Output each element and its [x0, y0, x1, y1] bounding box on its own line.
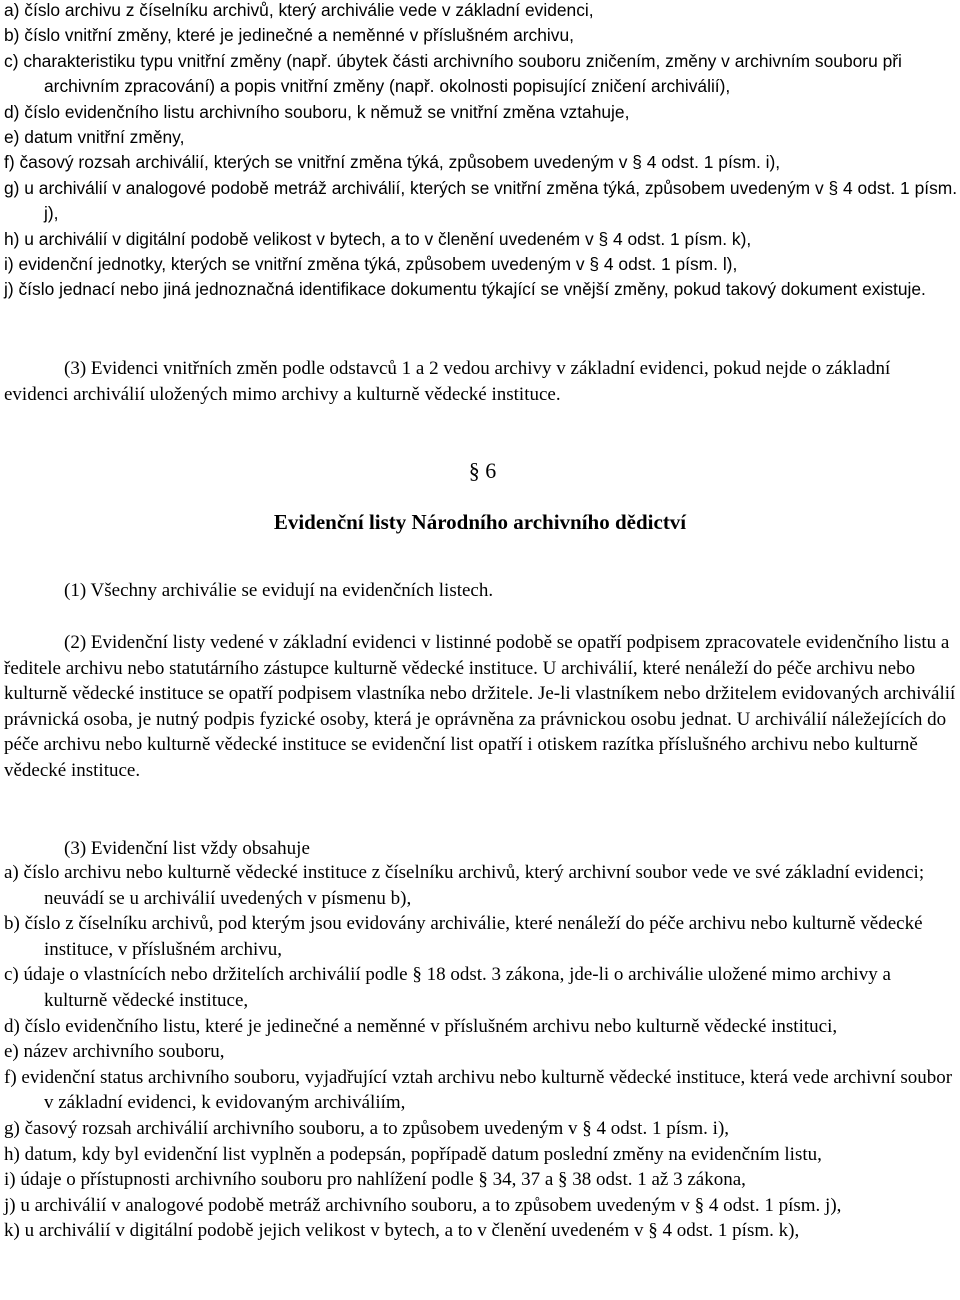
list-item: g) časový rozsah archiválií archivního souboru, a to způsobem uvedeným v § 4 odst. 1 písm. i), [4, 1117, 730, 1139]
list-item: e) datum vnitřní změny, [4, 127, 185, 148]
list-item: h) datum, kdy byl evidenční list vyplněn a podepsán, popřípadě datum poslední změny na evidenčním listu, [4, 1143, 822, 1165]
list-item: d) číslo evidenčního listu, které je jedinečné a neměnné v příslušném archivu nebo kulturně vědecké instituci, [4, 1015, 838, 1037]
section-paragraph-1: (1) Všechny archiválie se evidují na evidenčních listech. [64, 580, 494, 601]
paragraph-3: (3) Evidenci vnitřních změn podle odstavců 1 a 2 vedou archivy v základní evidenci, pokud nejde o základní evidenci archiválií uložených mimo archivy a kulturně vědecké instituce. [4, 358, 891, 405]
list-item: k) u archiválií v digitální podobě jejich velikost v bytech, a to v členění uvedeném v § 4 odst. 1 písm. k), [4, 1220, 800, 1242]
list-item: g) u archiválií v analogové podobě metráž archiválií, kterých se vnitřní změna týká, způsobem uvedeným v § 4 odst. 1 písm. j), [4, 177, 958, 224]
list-item: j) číslo jednací nebo jiná jednoznačná identifikace dokumentu týkající se vnější změny, pokud takový dokument existuje. [4, 279, 926, 300]
list-item: a) číslo archivu nebo kulturně vědecké instituce z číselníku archivů, který archivní soubor vede ve své základní evidenci; neuvádí se u archiválií uvedených v písmenu b), [4, 862, 925, 909]
list-item: j) u archiválií v analogové podobě metráž archivního souboru, a to způsobem uvedeným v § 4 odst. 1 písm. j), [4, 1194, 842, 1216]
list-item: f) časový rozsah archiválií, kterých se vnitřní změna týká, způsobem uvedeným v § 4 odst. 1 písm. i), [4, 152, 781, 173]
list-item: h) u archiválií v digitální podobě velikost v bytech, a to v členění uvedeném v § 4 odst. 1 písm. k), [4, 228, 752, 249]
list-item: b) číslo z číselníku archivů, pod kterým jsou evidovány archiválie, které nenáleží do péče archivu nebo kulturně vědecké instituce, v příslušném archivu, [4, 913, 923, 960]
list-item: f) evidenční status archivního souboru, vyjadřující vztah archivu nebo kulturně vědecké instituce, která vede archivní soubor v základní evidenci, k evidovaným archiváliím, [4, 1066, 953, 1114]
list-item: i) údaje o přístupnosti archivního souboru pro nahlížení podle § 34, 37 a § 38 odst. 1 až 3 zákona, [4, 1169, 746, 1191]
list-item: i) evidenční jednotky, kterých se vnitřní změna týká, způsobem uvedeným v § 4 odst. 1 písm. l), [4, 254, 738, 275]
list-item: b) číslo vnitřní změny, které je jedinečné a neměnné v příslušném archivu, [4, 25, 574, 46]
section-paragraph-3-intro: (3) Evidenční list vždy obsahuje [64, 838, 310, 859]
list-item: c) charakteristiku typu vnitřní změny (např. úbytek části archivního souboru zničením, změny v archivním souboru při archivním zpracování) a popis vnitřní změny (např. okolnosti popisující zničení archiválií), [4, 50, 902, 97]
section-paragraph-2: (2) Evidenční listy vedené v základní evidenci v listinné podobě se opatří podpisem zpracovatele evidenčního listu a ředitele archivu nebo statutárního zástupce kulturně vědecké instituce. U archiválií, které nenáleží do péče archivu nebo kulturně vědecké instituce se opatří podpisem vlastníka nebo držitele. Je-li vlastníkem nebo držitelem evidovaných archiválií právnická osoba, je nutný podpis fyzické osoby, která je oprávněna za právnickou osobu jednat. U archiválií náležejících do péče archivu nebo kulturně vědecké instituce se evidenční list opatří i otiskem razítka příslušného archivu nebo kulturně vědecké instituce. [4, 632, 956, 781]
list-item: c) údaje o vlastnících nebo držitelích archiválií podle § 18 odst. 3 zákona, jde-li o archiválie uložené mimo archivy a kulturně vědecké instituce, [4, 964, 891, 1011]
section-number: § 6 [468, 458, 497, 483]
section-title: Evidenční listy Národního archivního dědictví [273, 510, 687, 534]
evidence-items-list [4, 0, 958, 303]
list-item: d) číslo evidenčního listu archivního souboru, k němuž se vnitřní změna vztahuje, [4, 101, 630, 122]
section-heading [0, 458, 960, 535]
record-sheet-items-list [4, 860, 958, 1244]
list-item: e) název archivního souboru, [4, 1041, 225, 1063]
list-item: a) číslo archivu z číselníku archivů, který archiválie vede v základní evidenci, [4, 0, 594, 20]
